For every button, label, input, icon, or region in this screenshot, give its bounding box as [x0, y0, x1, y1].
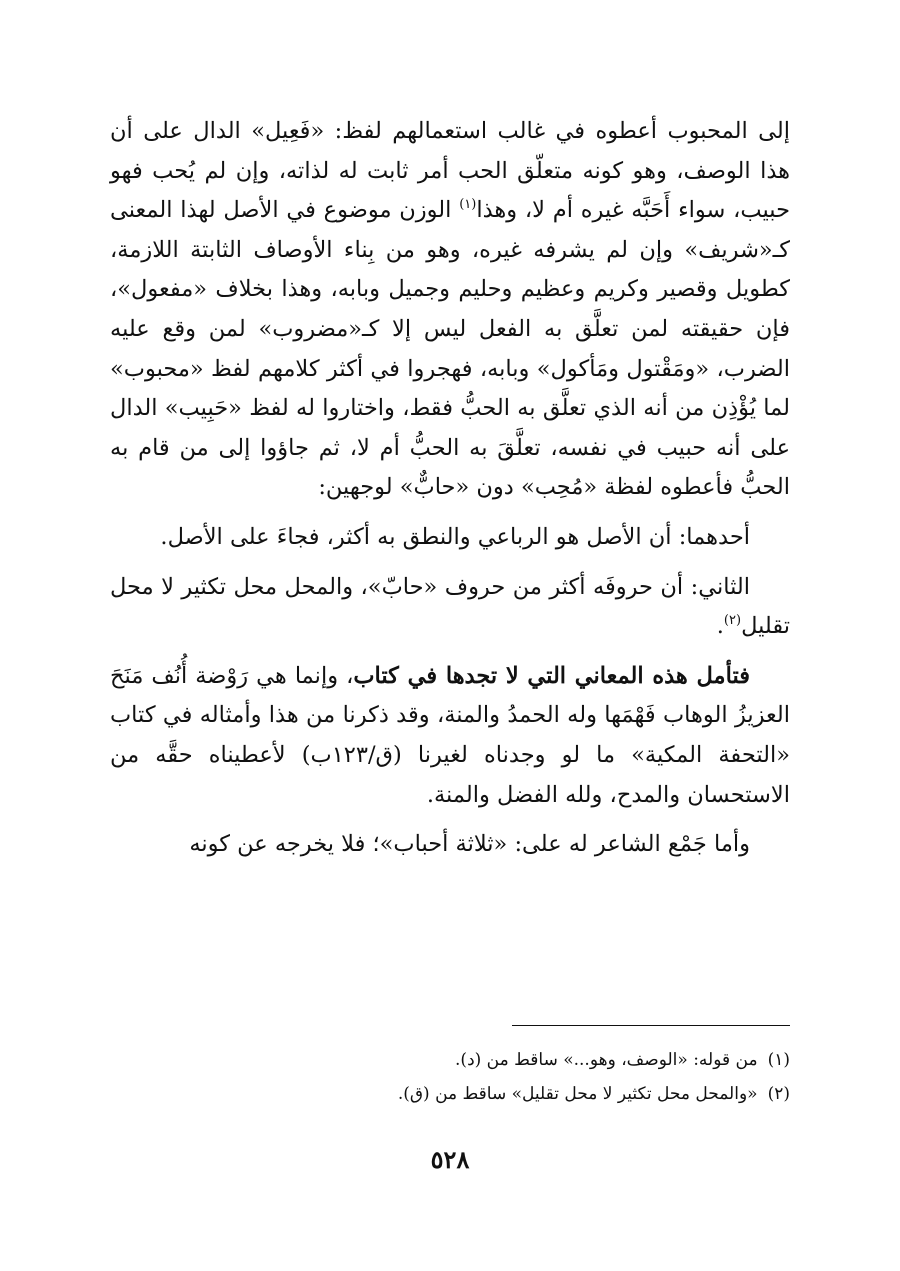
footnotes — [110, 1043, 790, 1111]
paragraph-1-text: إلى المحبوب أعطوه في غالب استعمالهم لفظ: «فَعِيل» الدال على أن هذا الوصف، وهو كونه متعلّق الحب أمر ثابت له لذاته، وإن لم يُحب فهو حبيب، سواء أَحَبَّه غيره أم لا، وهذا — [110, 118, 791, 224]
main-text — [110, 112, 790, 865]
footnote-ref-1: (١) — [459, 197, 477, 213]
footnote-ref-2: (٢) — [723, 613, 742, 629]
paragraph-5: وأما جَمْع الشاعر له على: «ثلاثة أحباب»؛ فلا يخرجه عن كونه — [189, 831, 750, 858]
paragraph-2: أحدهما: أن الأصل هو الرباعي والنطق به أكثر، فجاءَ على الأصل. — [160, 523, 750, 550]
footnote-2-text: «والمحل محل تكثير لا محل تقليل» ساقط من (ق). — [397, 1084, 758, 1104]
paragraph-1 — [110, 112, 790, 508]
footnote-divider — [512, 1025, 790, 1026]
footnote-1-number: (١) — [767, 1050, 790, 1070]
paragraph-4 — [110, 657, 790, 815]
footnote-2-number: (٢) — [767, 1084, 790, 1104]
paragraph-3-tail: . — [716, 613, 724, 640]
paragraph-3 — [110, 568, 790, 647]
paragraph-4-bold: فتأمل هذه المعاني التي لا تجدها في كتاب — [353, 662, 750, 689]
footnote-2 — [110, 1077, 790, 1111]
paragraph-1-tail: الوزن موضوع في الأصل لهذا المعنى كـ«شريف» وإن لم يشرفه غيره، وهو من بِناء الأوصاف الثابتة اللازمة، كطويل وقصير وكريم وعظيم وحليم وجميل وبابه، وهذا بخلاف «مفعول»، فإن حقيقته لمن تعلَّق به الفعل ليس إلا كـ«مضروب» لمن وقع عليه الضرب، «ومَقْتول ومَأكول» وبابه، فهجروا في أكثر كلامهم لفظ «محبوب» لما يُؤْذِن من أنه الذي تعلَّق به الحبُّ فقط، واختاروا له لفظ «حَبِيب» الدال على أنه حبيب في نفسه، تعلَّقَ به الحبُّ أم لا، ثم جاؤوا إلى من قام به الحبُّ فأعطوه لفظة «مُحِب» دون «حابٌّ» لوجهين: — [110, 197, 790, 501]
footnote-1-text: من قوله: «الوصف، وهو...» ساقط من (د). — [455, 1050, 758, 1070]
footnote-1 — [110, 1043, 790, 1077]
paragraph-4-text: ، وإنما هي رَوْضة أُنُف مَنَحَ العزيزُ الوهاب فَهْمَها وله الحمدُ والمنة، وقد ذكرنا من هذا وأمثاله في كتاب «التحفة المكية» ما لو وجدناه لغيرنا (ق/١٢٣ب) لأعطيناه حقَّه من الاستحسان والمدح، ولله الفضل والمنة. — [110, 662, 790, 808]
page-number: ٥٢٨ — [430, 1145, 470, 1174]
paragraph-3-text: الثاني: أن حروفَه أكثر من حروف «حابّ»، والمحل محل تكثير لا محل تقليل — [110, 573, 790, 640]
